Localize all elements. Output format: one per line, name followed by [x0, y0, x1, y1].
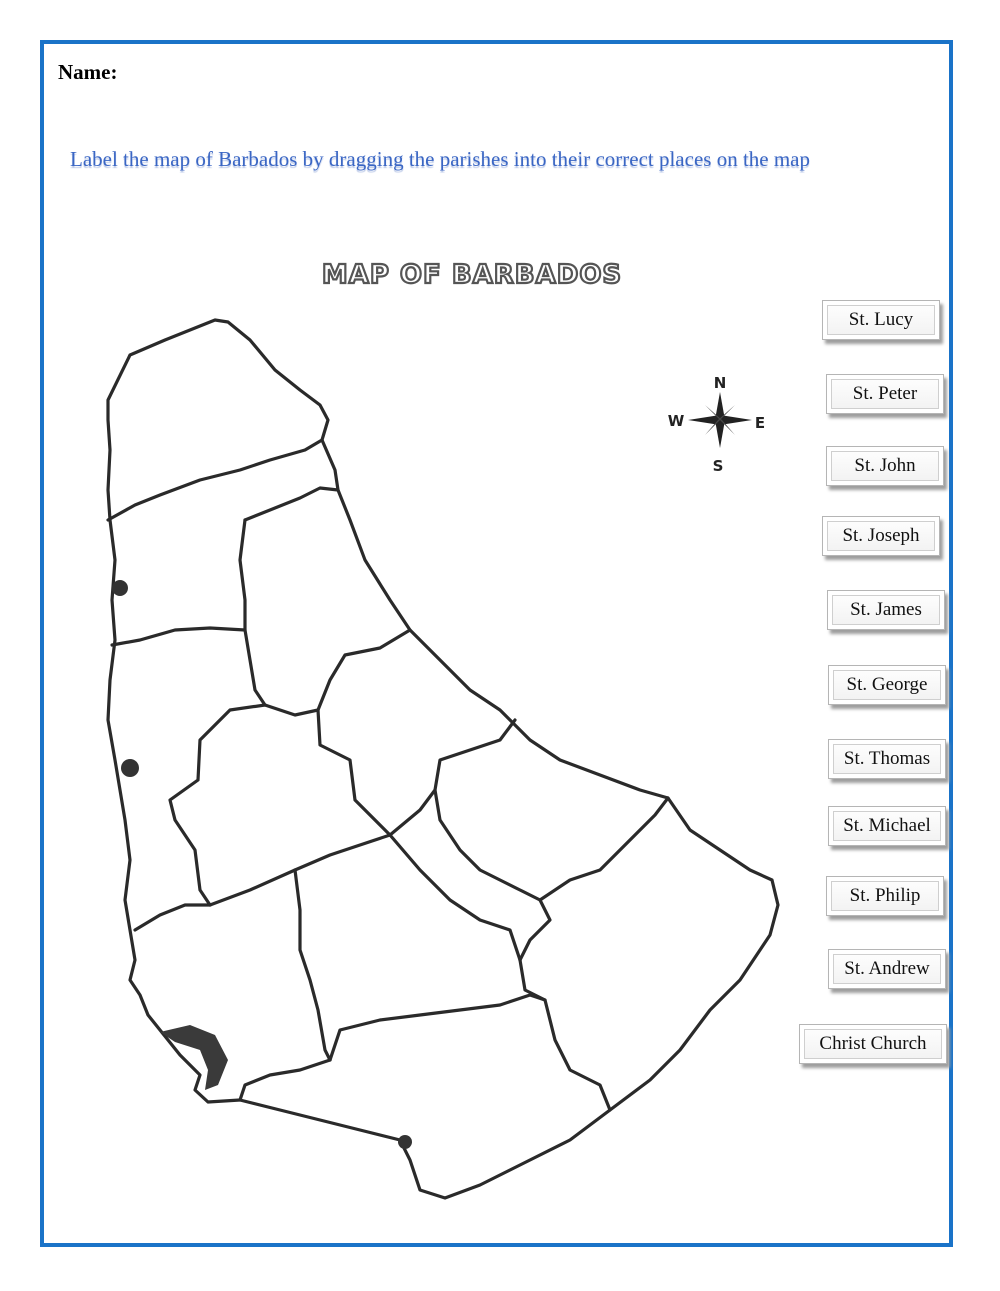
map-marker [112, 580, 128, 596]
parish-tile-st-george[interactable]: St. George [828, 665, 946, 705]
compass-e: E [754, 414, 766, 432]
name-label: Name: [58, 60, 118, 84]
parish-tile-st-joseph[interactable]: St. Joseph [822, 516, 940, 556]
bay-shading [160, 1025, 228, 1090]
compass-w: W [667, 412, 685, 430]
compass-n: N [713, 374, 727, 392]
parish-tile-st-andrew[interactable]: St. Andrew [828, 949, 946, 989]
parish-tile-st-james[interactable]: St. James [827, 590, 945, 630]
parish-tile-st-john[interactable]: St. John [826, 446, 944, 486]
parish-tile-st-peter[interactable]: St. Peter [826, 374, 944, 414]
parish-tile-st-philip[interactable]: St. Philip [826, 876, 944, 916]
parish-tile-christ-church[interactable]: Christ Church [799, 1024, 947, 1064]
compass-rose-icon [668, 374, 765, 475]
compass-s: S [712, 457, 724, 475]
parish-tile-st-michael[interactable]: St. Michael [828, 806, 946, 846]
instruction-text: Label the map of Barbados by dragging the parishes into their correct places on the map [70, 147, 811, 171]
map-marker [121, 759, 139, 777]
parish-tile-st-lucy[interactable]: St. Lucy [822, 300, 940, 340]
map-title: MAP OF BARBADOS [321, 260, 623, 290]
map-marker [398, 1135, 412, 1149]
parish-tile-st-thomas[interactable]: St. Thomas [828, 739, 946, 779]
